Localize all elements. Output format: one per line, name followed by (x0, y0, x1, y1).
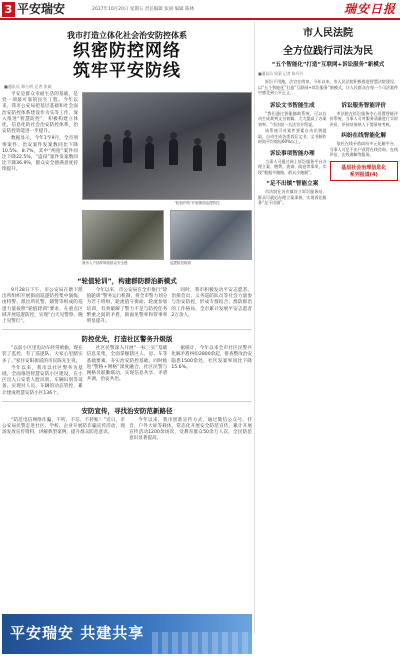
officer-figure (123, 137, 132, 163)
photo-block (82, 92, 252, 268)
body-paragraph: 今年以来，我市以社区警务为基础，全面推进智慧安防小区建设，在小区出入口安装人脸识别、车辆识别等设备，实现对人员、车辆的动态管控，累计建成智慧安防小区136个。 (2, 365, 83, 396)
photo-caption-c: 巡逻防控街面 (170, 261, 191, 265)
court-section-title: 诉讼文书智能生成 (269, 102, 315, 109)
body-paragraph: 市法院在各乡镇设立诉讼服务站，群众可就近办理立案事务，实现诉讼服务“足不出镇”。 (258, 189, 327, 205)
footer-banner-text: 平安瑞安 共建共享 (10, 624, 145, 642)
survey-photo (82, 210, 164, 260)
body-paragraph: 社区民警深入开展“一标三实”基础信息采集，全面掌握辖区人、房、车等基础要素，夯实治安防控基础。同时推进“警格+网格”深度融合，社区民警与网格员联勤联动，实现信息共享、矛盾共调、治安共治。 (86, 346, 168, 383)
page-number: 3 (2, 2, 15, 17)
court-section-title: 诉讼事项智能办理 (269, 150, 315, 157)
body-paragraph: 今年以来，我市创新宣传方式，通过微信公众号、抖音、户外大屏等载体，常态化开展安全防范宣传，累计开展宣传活动1200余场次，受教育群众50余万人次，全民防范意识显著提高。 (129, 417, 252, 442)
section3-title: 安防宣传，寻找治安防范新路径 (81, 406, 173, 415)
body-paragraph: “防范电信网络诈骗，不听、不信、不转账！”近日，市公安局民警走进社区、学校、企业开展防诈骗宣传活动，现场发放宣传资料，讲解典型案例，提升群众防范意识。 (2, 417, 125, 436)
body-paragraph: 依托在线矛盾纠纷多元化解平台，当事人可足不出户获得在线咨询、在线评估、在线调解等服务。 (329, 141, 398, 157)
patrol-photo (82, 92, 252, 200)
issue-info: 2017年10月20日 星期五 责任编辑 张斌 编辑 陈林 (92, 7, 195, 12)
court-deck: “五个智能化”打造“互联网+诉讼服务”新模式 (271, 62, 385, 68)
series-label-line2: 系列报道(4) (349, 171, 378, 178)
body-paragraph: 9月28日下午，市公安局在塘下派出所组织开展街面巡逻防控集中演练，由特警、派出所民警、辅警等组成的巡逻力量按照“轮值轮训”要求，在重点区域开展巡逻防控，实现“白天见警察、晚上见警灯”。 (2, 288, 83, 325)
section-name: 平安瑞安 (17, 2, 66, 16)
footer-banner (2, 614, 252, 654)
paper-logo: 瑞安日报 (343, 2, 396, 16)
divider (2, 401, 252, 402)
section2-body (2, 346, 252, 398)
lead-paragraph: 数据显示，今年1至9月，全市刑事案件、治安案件发案数同比下降10.5%、8.7%，其中“两抢”案件同比下降22.5%，“盗窃”案件发案数同比下降36.9%，群众安全感满意度持续提升。 (2, 136, 78, 173)
series-label-line1: 基层社会治理信息化 (341, 164, 387, 171)
article-byline: ■通讯员 郑小明 记者 张斌 (4, 84, 52, 89)
court-byline: ■通讯员 周蒙 记者 陈丹丹 (258, 71, 304, 76)
main-article (2, 22, 252, 612)
photo-caption-b: 我市入户抽样调查群众安全感 (82, 261, 128, 265)
lead-paragraph: 平安是群众幸福生活的基础，是党一项最可靠的民生工程。今年以来，我市公安局把基层基础和社会面治安防控体系建设作为头等工作，深入推进“智慧防控”，积极构建立体化、信息化的社会治安防控体系，治安防控效能进一步提升。 (2, 92, 78, 135)
body-paragraph: 当事人可通过网上诉讼服务平台办理立案、缴费、查询、阅卷等事项，实现“数据多跑路、群众少跑腿”。 (258, 158, 327, 175)
photo-caption-main: “轮值护航”开展街面巡逻防控 (174, 201, 220, 205)
officer-figure (217, 140, 226, 166)
article-headline-line2: 筑牢平安防线 (73, 61, 181, 81)
court-intro: 诉讼不用跑，法官在线审。今年以来，市人民法院积极推进智慧法院建设，以“五个智能化”打造“互联网+诉讼服务”新模式，让人民群众在每一个司法案件中感受到公平正义。 (258, 79, 398, 95)
section3-body (2, 418, 252, 444)
court-section-title: 诉讼服务智能评价 (341, 102, 387, 109)
skyline-graphic (152, 632, 252, 654)
body-paragraph: 据统计，今年以来全市社区民警共化解矛盾纠纷2800余起，排查整改治安隐患1500余处，社区发案率同比下降15.6%。 (171, 346, 252, 370)
court-headline-line1: 市人民法院 (303, 28, 353, 39)
lead-row (2, 92, 252, 272)
section2-title: 防控优先，打造社区警务升级版 (81, 335, 173, 344)
article-kicker: 我市打造立体化社会治安防控体系 (67, 31, 187, 40)
street-photo (170, 210, 252, 260)
section1-body (2, 288, 252, 326)
body-paragraph: 市法院在诉讼服务中心设置智能评价系统，当事人可对服务质量进行实时评价，评价结果纳入干警绩效考核。 (329, 110, 398, 127)
court-body (258, 97, 398, 207)
body-paragraph: 该系统可对案件要素自动识别提取，自动生成各类诉讼文书，文书制作时间平均缩短60%以上。 (258, 128, 327, 144)
body-paragraph: “以前小区里电动车经常被偷，现在装了监控、有了巡逻队，大家心里踏实多了。”家住安阳街道的市民陈先生说。 (2, 346, 83, 364)
officer-figure (169, 139, 178, 165)
body-paragraph: “我们通过智能辅助系统，可以自动生成裁判文书初稿，大大提高了办案效率。”市法院一名法官介绍说。 (258, 110, 327, 127)
officer-figure (145, 143, 154, 169)
court-section-title: 纠纷在线智能化解 (341, 133, 387, 139)
section1-title: “轮值轮训”，构建群防群治新模式 (77, 277, 177, 285)
body-paragraph: 今年以来，市公安局在全市推行“轮值轮训”警务运行机制，将全市警力划分为若干班组，轮流值守街面、轮流参加培训，有效破解了警力不足与防控任务繁重之间的矛盾，街面见警率和管事率明显提升。 (86, 288, 168, 325)
series-label-box (330, 161, 399, 181)
officer-figure (193, 145, 202, 171)
article-headline-line1: 织密防控网络 (73, 41, 181, 61)
masthead (0, 0, 400, 20)
officer-figure (103, 141, 112, 167)
body-paragraph: 同时，我市积极发动平安志愿者、治保会员、义务巡防队员等社会力量参与治安防控，形成专群结合、群防群治的工作格局，全市累计发展平安志愿者2万余人。 (171, 288, 252, 318)
court-article (254, 22, 398, 634)
court-section-title: “足不出镇”智能立案 (266, 181, 319, 187)
divider (2, 329, 252, 330)
court-headline-line2: 全方位践行司法为民 (283, 46, 373, 57)
lead-text (2, 92, 78, 175)
